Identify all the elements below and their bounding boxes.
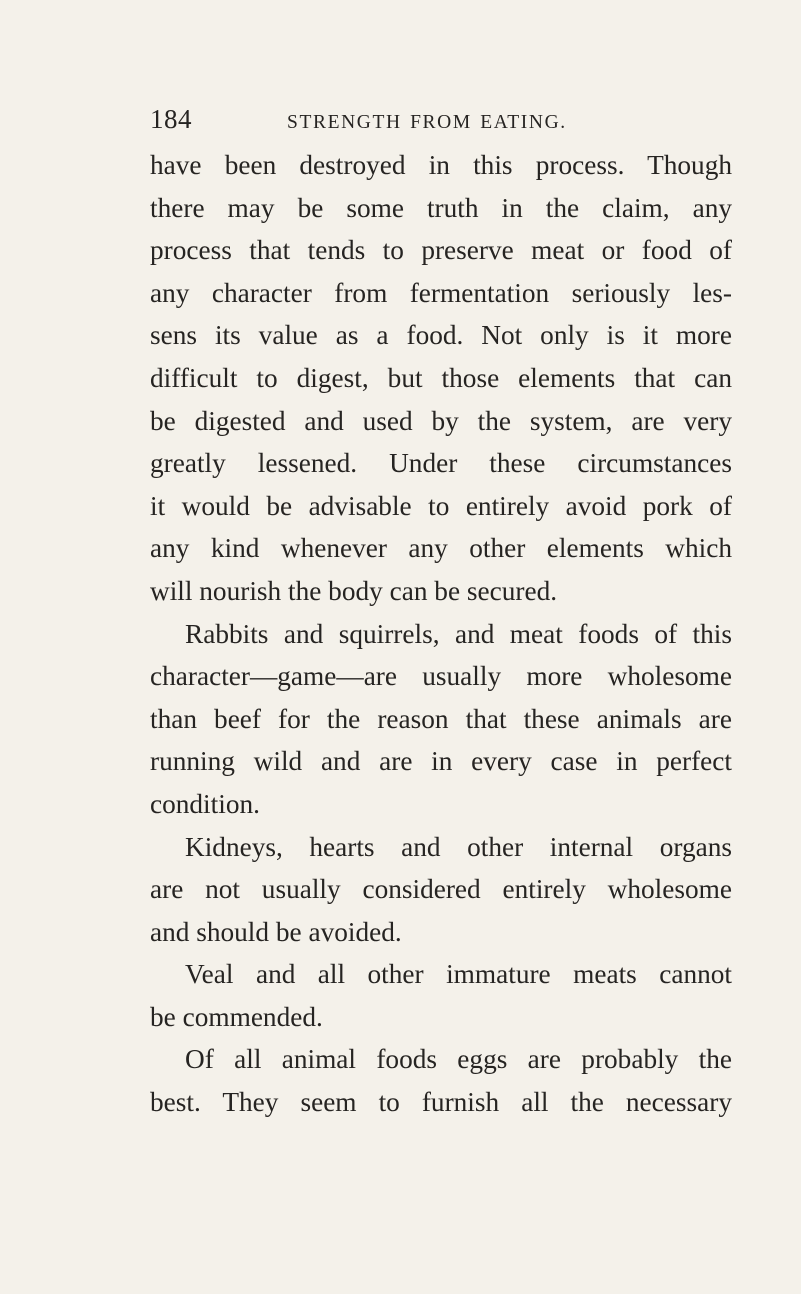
text-line: are not usually considered entirely wholesome <box>150 874 732 905</box>
text-line: best. They seem to furnish all the necessary <box>150 1087 732 1118</box>
running-head <box>150 104 730 138</box>
text-line: Rabbits and squirrels, and meat foods of this <box>185 618 732 649</box>
text-line: condition. <box>150 788 260 819</box>
body-text <box>150 144 732 1124</box>
text-line: character—game—are usually more wholesome <box>150 661 732 692</box>
text-line: Veal and all other immature meats cannot <box>185 959 732 990</box>
text-line: be commended. <box>150 1001 323 1032</box>
page-number: 184 <box>150 104 192 134</box>
text-line: it would be advisable to entirely avoid pork of <box>150 490 732 521</box>
running-title: STRENGTH FROM EATING. <box>287 112 567 133</box>
text-line: there may be some truth in the claim, any <box>150 192 732 223</box>
text-line: any character from fermentation seriously les- <box>150 277 732 308</box>
text-line: running wild and are in every case in perfect <box>150 746 732 777</box>
text-line: Of all animal foods eggs are probably the <box>185 1044 732 1075</box>
text-line: difficult to digest, but those elements that can <box>150 362 732 393</box>
text-line: sens its value as a food. Not only is it more <box>150 320 732 351</box>
text-line: any kind whenever any other elements which <box>150 533 732 564</box>
text-line: Kidneys, hearts and other internal organs <box>185 831 732 862</box>
text-line: greatly lessened. Under these circumstances <box>150 448 732 479</box>
text-line: will nourish the body can be secured. <box>150 575 558 606</box>
text-line: process that tends to preserve meat or food of <box>150 235 732 266</box>
text-line: than beef for the reason that these animals are <box>150 703 732 734</box>
text-line: have been destroyed in this process. Though <box>150 150 732 180</box>
text-line: and should be avoided. <box>150 916 402 947</box>
text-line: be digested and used by the system, are very <box>150 405 732 436</box>
